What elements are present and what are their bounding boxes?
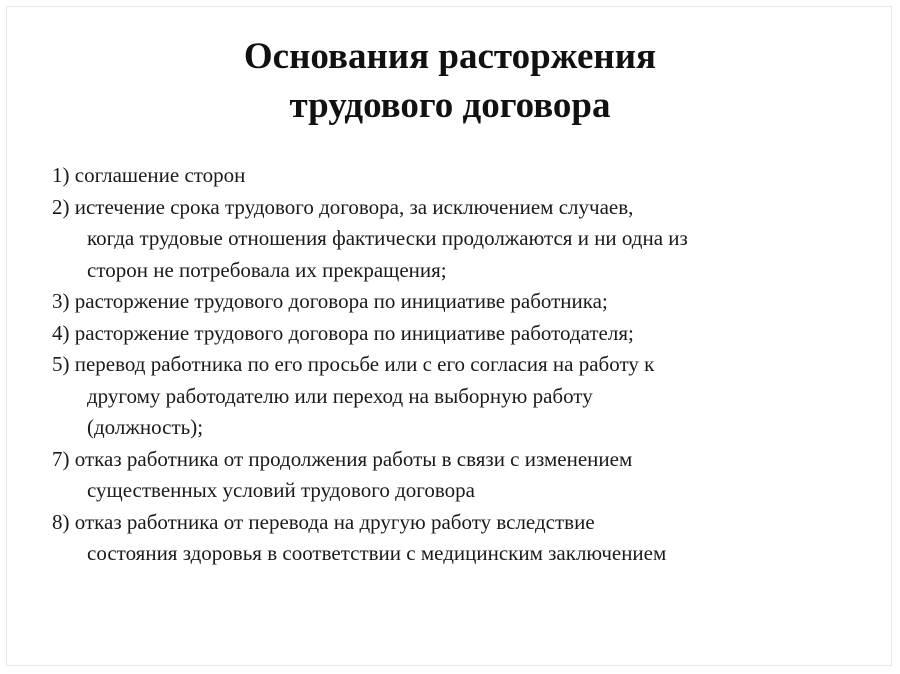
item-number: 7) (52, 446, 70, 471)
item-text: соглашение сторон (74, 163, 246, 187)
title-line-2: трудового договора (289, 85, 611, 126)
item-text-continuation: сторон не потребовала их прекращения; (87, 257, 447, 282)
item-text: истечение срока трудового договора, за исключением случаев, (74, 194, 634, 219)
item-text: расторжение трудового договора по инициативе работодателя; (74, 320, 634, 345)
item-text: отказ работника от перевода на другую работу вследствие (74, 509, 595, 534)
item-text: отказ работника от продолжения работы в связи с изменением (74, 446, 633, 471)
list-item (52, 349, 882, 444)
item-number: 5) (52, 352, 70, 376)
item-number: 1) (52, 163, 70, 187)
item-text-continuation: существенных условий трудового договора (87, 478, 475, 502)
item-number: 4) (52, 320, 70, 345)
title-line-1: Основания расторжения (243, 36, 657, 77)
list-item (52, 444, 882, 507)
item-text-continuation: (должность); (87, 415, 204, 439)
item-text: расторжение трудового договора по инициативе работника; (74, 289, 608, 313)
list-item (52, 160, 882, 192)
list-item (52, 507, 882, 570)
slide-title (0, 32, 900, 130)
item-text-continuation: когда трудовые отношения фактически продолжаются и ни одна из (87, 226, 688, 250)
list-item (52, 318, 882, 350)
item-number: 3) (52, 289, 70, 313)
item-text-continuation: другому работодателю или переход на выборную работу (87, 383, 593, 408)
item-text: перевод работника по его просьбе или с его согласия на работу к (74, 352, 655, 376)
item-text-continuation: состояния здоровья в соответствии с медицинским заключением (87, 541, 667, 565)
list-item (52, 192, 882, 287)
item-number: 2) (52, 194, 70, 219)
list-item (52, 286, 882, 318)
item-number: 8) (52, 509, 70, 534)
grounds-list (52, 160, 882, 570)
